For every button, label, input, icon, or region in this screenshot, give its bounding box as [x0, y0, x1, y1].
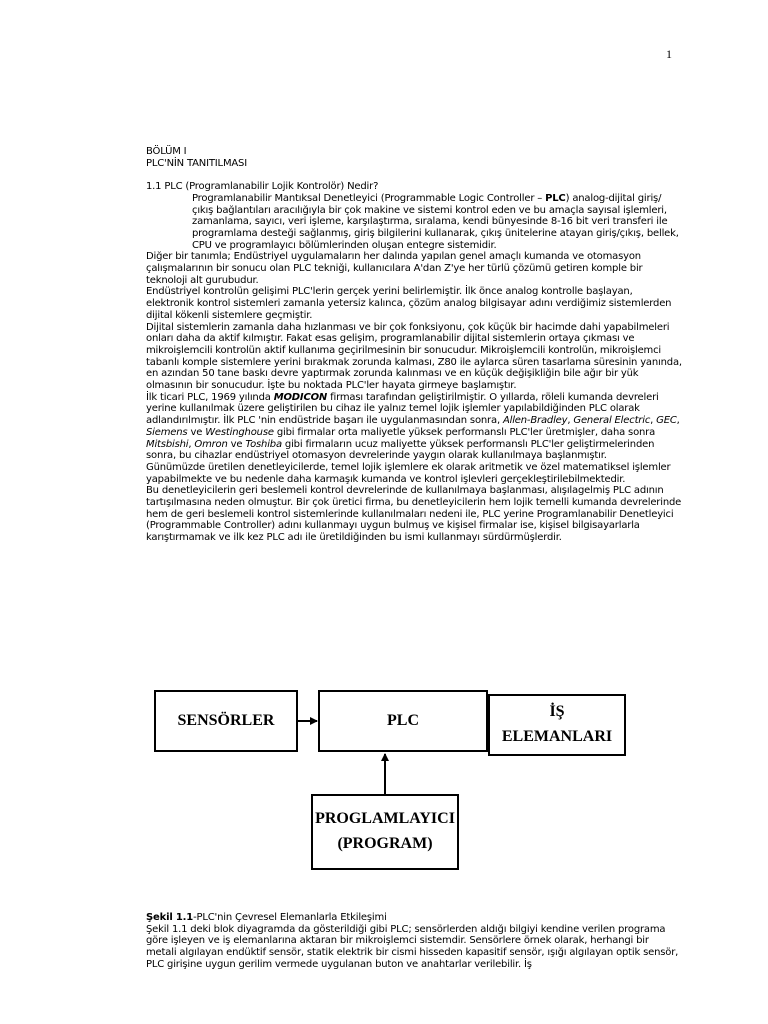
- figure-label: Şekil 1.1: [146, 912, 194, 923]
- programmer-block: [311, 794, 459, 870]
- plc-block: [318, 690, 488, 752]
- section-heading: 1.1 PLC (Programlanabilir Lojik Kontrolör) Nedir?: [146, 181, 379, 193]
- plc-bold: PLC: [545, 192, 566, 204]
- actuators-label-line1: İŞ: [549, 703, 565, 721]
- sensors-block: [154, 690, 298, 752]
- sensors-label: SENSÖRLER: [177, 711, 275, 729]
- programmer-label-line2: (PROGRAM): [337, 835, 433, 852]
- paragraph-naming: Bu denetleyicilerin geri beslemeli kontrol devrelerinde de kullanılmaya başlanması, alışılagelmiş PLC adının tartışılmasına neden olmuştur. Bir çok üretici firma, bu denetleyicilerin hem lojik temelli kumanda devrelerinde hem de geri beslemeli kontrol sistemlerinde kullanılmaları nedeni ile, PLC yerine Programlanabilir Denetleyici (Programmable Controller) adını kullanmayı uygun bulmuş ve kişisel firmalar ise, kişisel bilgisayarlarla karıştırmamak ve ilk kez PLC adı ile üretildiğinden bu ismi kullanmayı sürdürmüşlerdir.: [146, 485, 682, 544]
- page-number: 1: [666, 47, 672, 61]
- plc-label: PLC: [387, 711, 419, 729]
- plc-block-diagram: [146, 688, 682, 888]
- paragraph-alternative-definition: Diğer bir tanımla; Endüstriyel uygulamaların her dalında yapılan genel amaçlı kumanda ve otomasyon çalışmalarının bir sonucu olan PLC tekniği, kullanıcılara A'dan Z'ye her türlü çözümü getiren komple bir teknoloji alt gurubudur.: [146, 251, 643, 286]
- actuators-block: [488, 694, 626, 756]
- document-body: [146, 146, 682, 544]
- figure-title: Şekil 1.1-PLC'nin Çevresel Elemanlarla Etkileşimi: [146, 912, 387, 923]
- paragraph-modern-controllers: Günümüzde üretilen denetleyicilerde, temel lojik işlemlere ek olarak aritmetik ve özel matematiksel işlemler yapabilmekte ve bu nedenle daha karmaşık kumanda ve kontrol işlevleri gerçekleştirilebilmektedir.: [146, 461, 671, 485]
- paragraph-industrial-control: Endüstriyel kontrolün gelişimi PLC'lerin gerçek yerini belirlemiştir. İlk önce analog kontrolle başlayan, elektronik kontrol sistemleri zamanla yetersiz kalınca, çözüm analog bilgisayar adını verdiğimiz sistemlerden dijital kökenli sistemlere geçmiştir.: [146, 286, 672, 321]
- paragraph-definition: Programlanabilir Mantıksal Denetleyici (Programmable Logic Controller – PLC) analog-dijital giriş/çıkış bağlantıları aracılığıyla bir çok makine ve sistemi kontrol eden ve bu amaçla sayısal işlemleri, zamanlama, sayıcı, veri işleme, karşılaştırma, sıralama, kendi bünyesinde 8-16 bit veri transferi ile programlama desteği sağlanmış, giriş bilgilerini kullanarak, çıkış ünitelerine atayan giriş/çıkış, bellek, CPU ve programlayıcı bölümlerinden oluşan entegre sistemidir.: [192, 192, 679, 251]
- paragraph-history: İlk ticari PLC, 1969 yılında MODICON firması tarafından geliştirilmiştir. O yıllarda, röleli kumanda devreleri yerine kullanılmak üzere geliştirilen bu cihaz ile yalnız temel lojik işlemler yapılabildiğinden PLC olarak adlandırılmıştır. İlk PLC 'nin endüstride başarı ile uygulanmasından sonra, Allen-Bradley, General Electric, GEC, Siemens ve Westinghouse gibi firmalar orta maliyetle yüksek performanslı PLC'ler üretmişler, daha sonra Mitsbishi, Omron ve Toshiba gibi firmaların ucuz maliyette yüksek performanslı PLC'ler geliştirmelerinden sonra, bu cihazlar endüstriyel otomasyon devrelerinde yaygın olarak kullanılmaya başlanmıştır.: [146, 391, 680, 462]
- figure-description: Şekil 1.1 deki blok diyagramda da gösterildiği gibi PLC; sensörlerden aldığı bilgiyi kendine verilen programa göre işleyen ve iş elemanlarına aktaran bir mikroişlemci sistemdir. Sensörlere örnek olarak, herhangi bir metali algılayan endüktif sensör, statik elektrik bir cismi hisseden kapasitif sensör, ışığı algılayan optik sensör, PLC girişine uygun gerilim vermede uygulanan buton ve anahtarlar verilebilir. İş: [146, 923, 679, 970]
- figure-caption: [146, 912, 682, 971]
- modicon-brand: MODICON: [273, 391, 328, 403]
- paragraph-digital-systems: Dijital sistemlerin zamanla daha hızlanması ve bir çok fonksiyonu, çok küçük bir hacimde dahi yapabilmeleri onları daha da aktif kılmıştır. Fakat esas gelişim, programlanabilir dijital sistemlerin ortaya çıkması ve mikroişlemcili kontrolün aktif kullanıma geçirilmesinin bir sonucudur. Mikroişlemcili kontrolün, mikroişlemci tabanlı komple sistemlere yerini bırakmak zorunda kalması, Z80 ile aylarca süren tasarlama süresinin yanında, en azından 50 tane baskı devre yaptırmak zorunda kalınması ve en küçük değişikliğin bile ağır bir yük olmasının bir sonucudur. İşte bu noktada PLC'ler hayata girmeye başlamıştır.: [146, 321, 682, 392]
- programmer-label-line1: PROGLAMLAYICI: [315, 810, 455, 828]
- chapter-label: BÖLÜM I: [146, 146, 187, 157]
- actuators-label-line2: ELEMANLARI: [501, 728, 613, 745]
- chapter-title: PLC'NİN TANITILMASI: [146, 157, 247, 169]
